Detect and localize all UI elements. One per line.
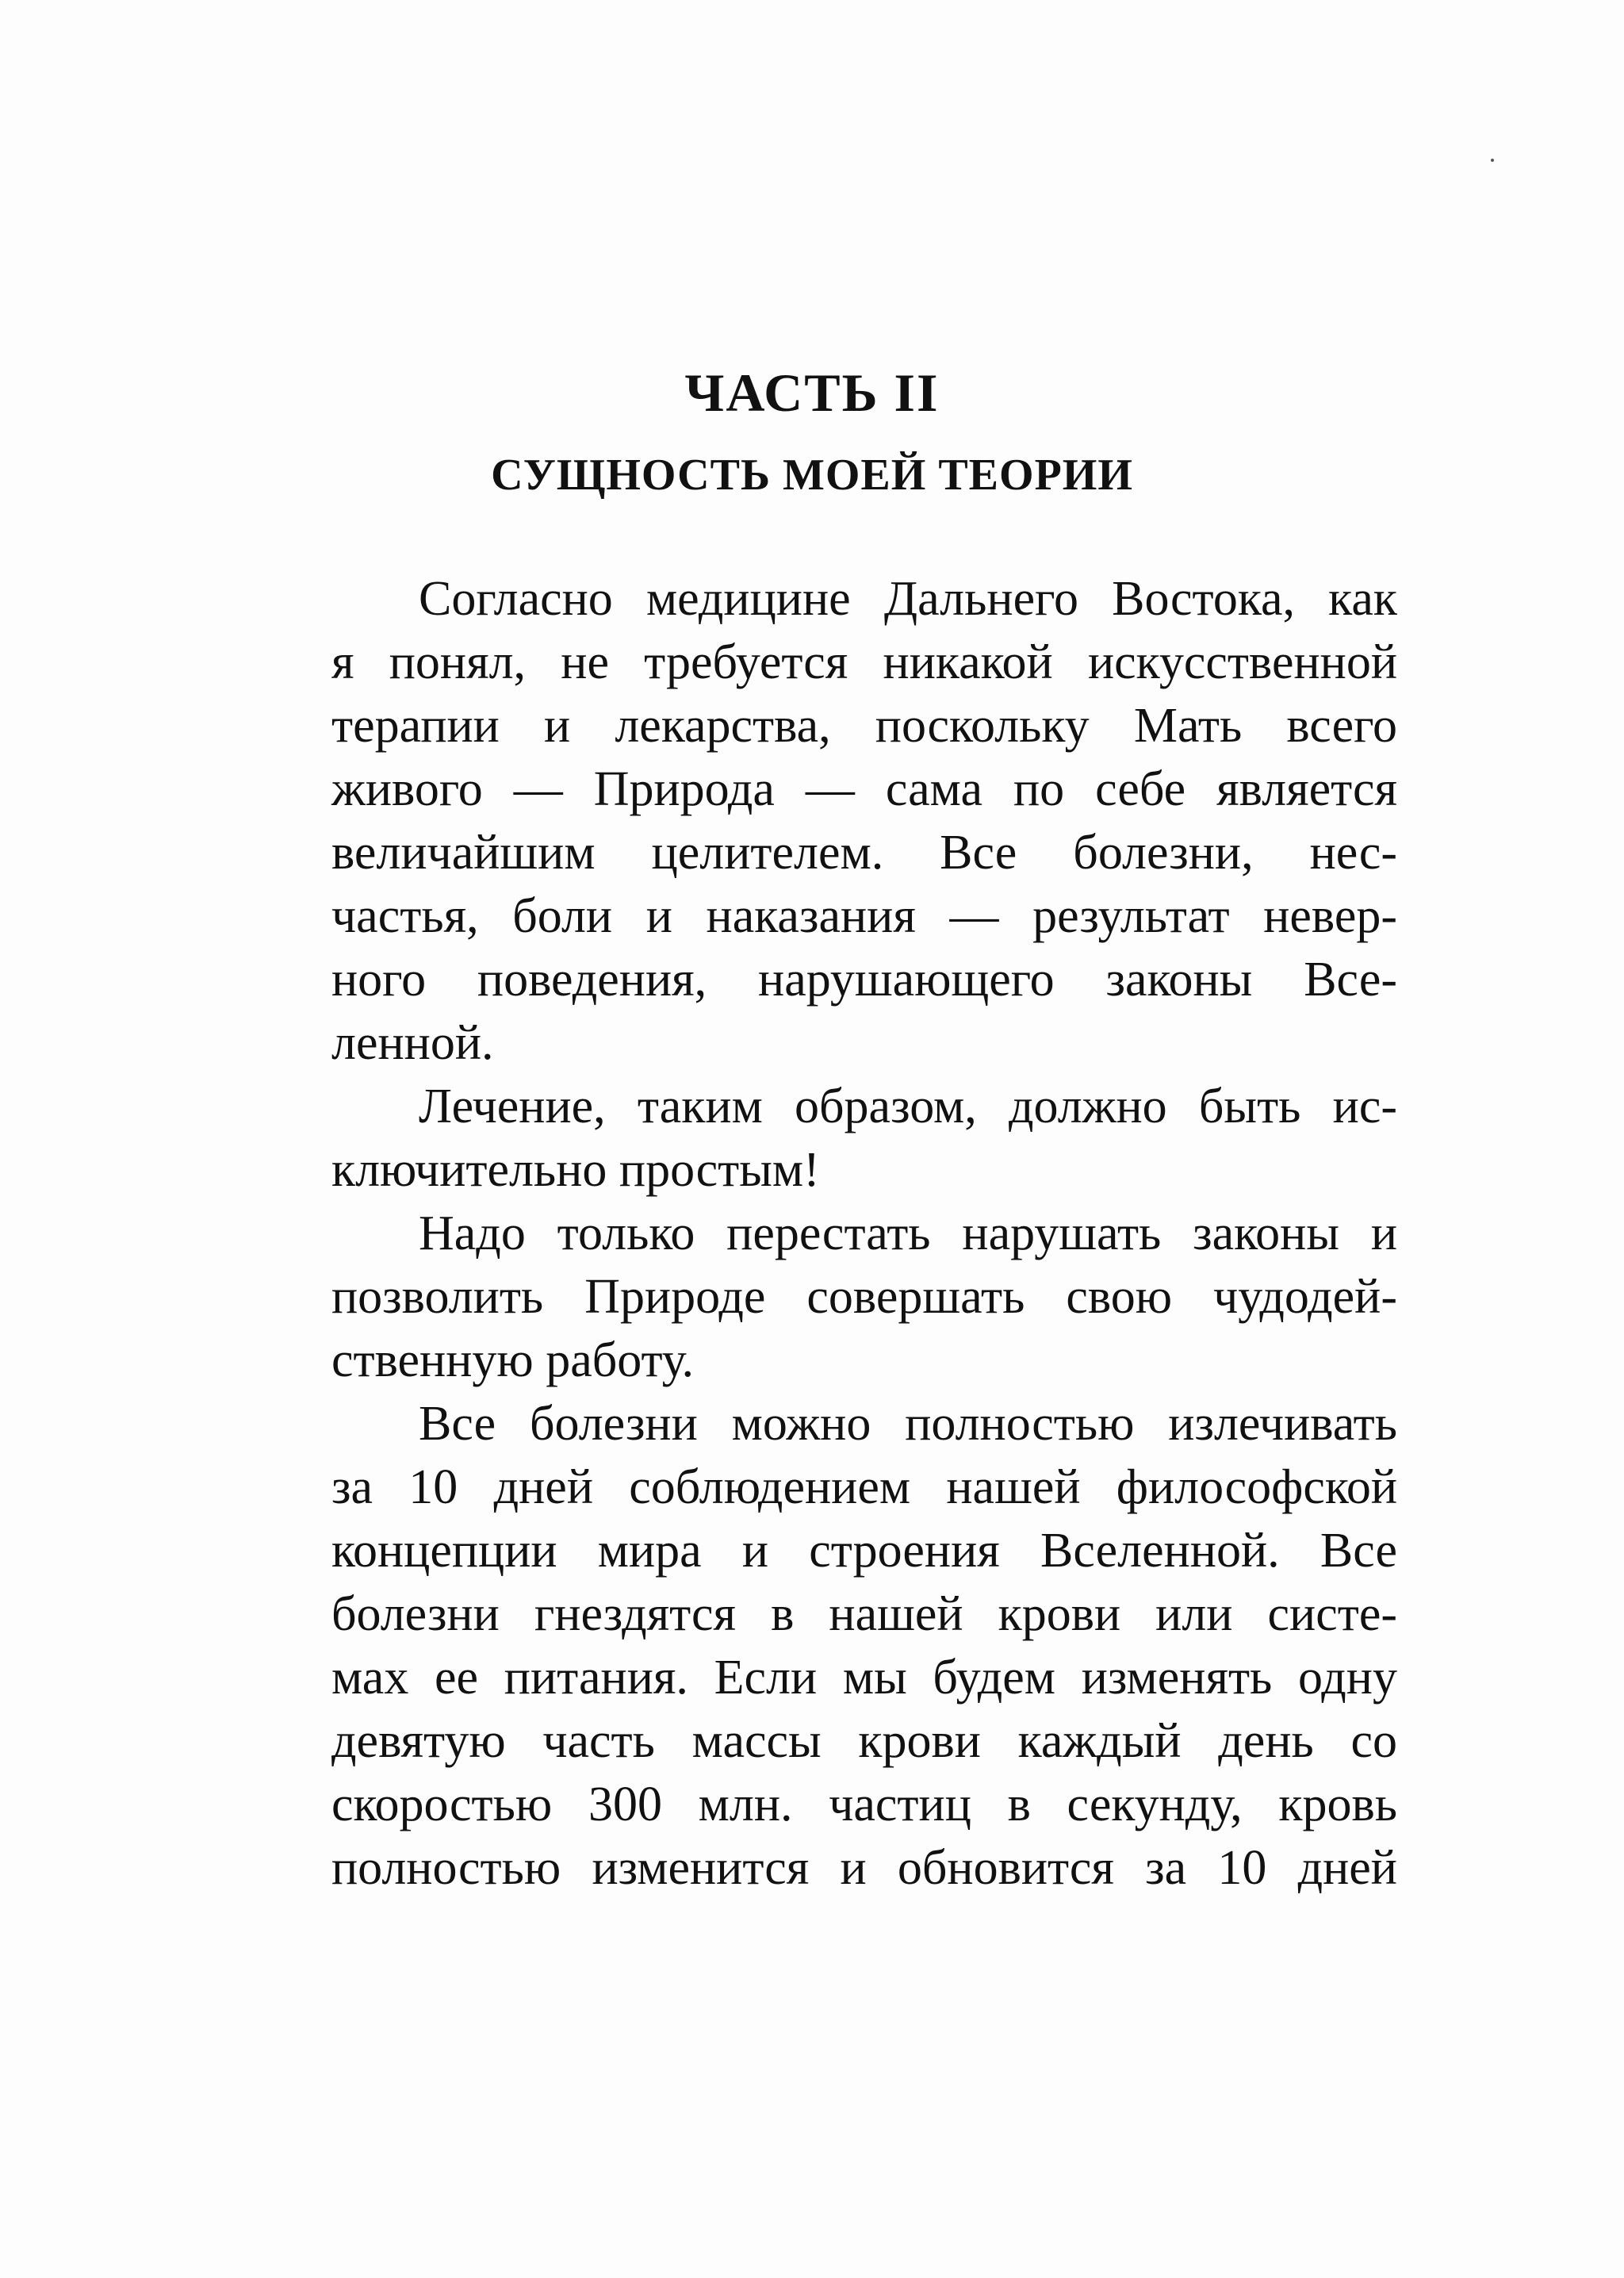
text-line: позволить Природе совершать свою чудодей- <box>331 1270 1397 1324</box>
section-heading: СУЩНОСТЬ МОЕЙ ТЕОРИИ <box>491 451 1133 500</box>
text-line: Лечение, таким образом, должно быть ис- <box>419 1080 1397 1133</box>
text-line: ключительно простым! <box>331 1143 820 1197</box>
text-line: скоростью 300 млн. частиц в секунду, кровь <box>331 1778 1397 1831</box>
text-line: полностью изменится и обновится за 10 дней <box>331 1841 1397 1895</box>
body-text <box>331 567 1397 1900</box>
text-line: ственную работу. <box>331 1333 695 1387</box>
text-line: Все болезни можно полностью излечивать <box>419 1397 1397 1451</box>
text-line: ленной. <box>331 1016 494 1070</box>
text-line: величайшим целителем. Все болезни, нес- <box>331 826 1397 880</box>
text-line: терапии и лекарства, поскольку Мать всего <box>331 699 1397 753</box>
scan-speck <box>1491 159 1494 162</box>
text-line: болезни гнездятся в нашей крови или систе- <box>331 1587 1397 1641</box>
part-heading: ЧАСТЬ II <box>684 362 940 423</box>
text-line: концепции мира и строения Вселенной. Все <box>331 1524 1397 1578</box>
text-line: девятую часть массы крови каждый день со <box>331 1714 1397 1768</box>
text-line: Надо только перестать нарушать законы и <box>419 1206 1397 1260</box>
text-line: живого — Природа — сама по себе является <box>331 762 1397 816</box>
text-line: я понял, не требуется никакой искусственной <box>331 635 1397 689</box>
text-line: мах ее питания. Если мы будем изменять одну <box>331 1651 1397 1705</box>
text-line: частья, боли и наказания — результат невер- <box>331 889 1397 943</box>
text-line: ного поведения, нарушающего законы Все- <box>331 953 1397 1007</box>
text-line: Согласно медицине Дальнего Востока, как <box>419 572 1397 626</box>
text-line: за 10 дней соблюдением нашей философской <box>331 1460 1397 1514</box>
